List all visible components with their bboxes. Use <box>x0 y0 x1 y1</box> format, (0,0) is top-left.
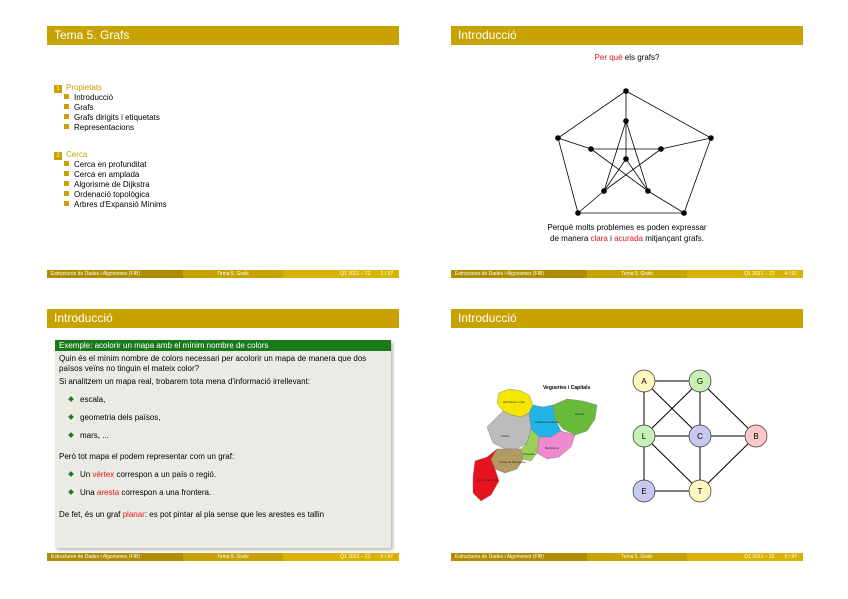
graph-node-e <box>633 480 655 502</box>
slide-footer <box>47 553 399 561</box>
footer-right <box>687 553 803 561</box>
toc-item: Representacions <box>64 123 134 133</box>
list-item: geometria dels països, <box>69 413 161 423</box>
bullet-diamond-icon <box>68 471 74 477</box>
footer-course: Estructures de Dades i Algorismes (FIB) <box>47 270 183 278</box>
footer-topic: Tema 5. Grafs <box>183 270 283 278</box>
graph-node <box>681 210 687 216</box>
footer-right <box>283 270 399 278</box>
svg-text:Girona: Girona <box>575 412 585 416</box>
svg-text:A: A <box>641 377 647 386</box>
graph-node <box>623 88 629 94</box>
footer-course: Estructures de Dades i Algorismes (FIB) <box>47 553 183 561</box>
question-text: Per què els grafs? <box>594 53 660 62</box>
footer-topic: Tema 5. Grafs <box>183 553 283 561</box>
bullet-diamond-icon <box>68 396 74 402</box>
graph-node <box>588 146 594 152</box>
footer-term: Q1 2021 – 22 <box>744 271 775 277</box>
list-item: escala, <box>69 395 105 405</box>
slide-2 <box>451 26 803 278</box>
bullet-square-icon <box>64 201 69 206</box>
graph-node <box>601 188 607 194</box>
slide-3 <box>47 309 399 561</box>
footer-right <box>687 270 803 278</box>
slide-4 <box>451 309 803 561</box>
slide-title: Introducció <box>451 26 803 45</box>
bullet-square-icon <box>64 114 69 119</box>
graph-node <box>658 146 664 152</box>
svg-text:Lleida: Lleida <box>501 434 510 438</box>
bullet-square-icon <box>64 171 69 176</box>
graph-node <box>623 118 629 124</box>
footer-course: Estructures de Dades i Algorismes (FIB) <box>451 553 587 561</box>
footer-topic: Tema 5. Grafs <box>587 553 687 561</box>
toc-item: Grafs dirigits i etiquetats <box>64 113 160 123</box>
footer-term: Q1 2021 – 22 <box>340 271 371 277</box>
bullet-diamond-icon <box>68 489 74 495</box>
section-number: 1 <box>54 85 62 93</box>
paragraph: De fet, és un graf planar: es pot pintar al pla sense que les arestes es tallin <box>59 510 325 519</box>
toc-item: Arbres d'Expansió Mínims <box>64 200 167 210</box>
footer-course: Estructures de Dades i Algorismes (FIB) <box>451 270 587 278</box>
bullet-diamond-icon <box>68 414 74 420</box>
adjacency-graph <box>451 309 803 561</box>
svg-text:Terres de l'Ebre: Terres de l'Ebre <box>477 478 498 482</box>
svg-text:T: T <box>697 487 703 496</box>
svg-text:E: E <box>641 487 647 496</box>
svg-text:B: B <box>753 432 759 441</box>
graph-node <box>623 156 629 162</box>
bullet-square-icon <box>64 124 69 129</box>
footer-term: Q1 2021 – 22 <box>744 554 775 560</box>
paragraph: Quin és el mínim nombre de colors necessari per acolorir un mapa de manera que dos països veïns no tinguin el mateix color? <box>59 354 367 373</box>
svg-text:G: G <box>696 377 704 386</box>
graph-node-l <box>633 425 655 447</box>
bullet-square-icon <box>64 161 69 166</box>
slide-footer <box>451 553 803 561</box>
graph-node <box>575 210 581 216</box>
graph-node <box>708 135 714 141</box>
footer-page: 4 / 97 <box>784 271 797 277</box>
section-2-heading <box>54 150 87 160</box>
graph-node-a <box>633 370 655 392</box>
section-1-heading <box>54 83 102 93</box>
footer-page: 5 / 97 <box>380 554 393 560</box>
bullet-square-icon <box>64 181 69 186</box>
svg-text:Penedès: Penedès <box>523 452 535 456</box>
paragraph: Si analitzem un mapa real, trobarem tota mena d'informació irrellevant: <box>59 377 310 386</box>
toc-item: Ordenació topològica <box>64 190 150 200</box>
section-title: Cerca <box>66 150 88 159</box>
footer-topic: Tema 5. Grafs <box>587 270 687 278</box>
bullet-square-icon <box>64 104 69 109</box>
list-item: mars, ... <box>69 431 109 441</box>
section-title: Propietats <box>66 83 103 92</box>
slide-title: Introducció <box>47 309 399 328</box>
list-item: Un vèrtex correspon a un país o regió. <box>69 470 216 480</box>
slide-1 <box>47 26 399 278</box>
toc-item: Algorisme de Dijkstra <box>64 180 150 190</box>
footer-term: Q1 2021 – 22 <box>340 554 371 560</box>
svg-text:Camp de Tarragona: Camp de Tarragona <box>499 460 526 464</box>
graph-node <box>555 135 561 141</box>
explanation-text: Perquè molts problemes es poden expressar de manera clara i acurada mitjançant grafs. <box>547 223 707 243</box>
svg-text:L: L <box>641 432 647 441</box>
example-block <box>55 340 391 548</box>
toc-item: Grafs <box>64 103 94 113</box>
svg-text:Catalunya central: Catalunya central <box>535 420 559 424</box>
toc-item: Introducció <box>64 93 113 103</box>
section-number: 2 <box>54 152 62 160</box>
svg-text:C: C <box>697 432 703 441</box>
toc-item: Cerca en profunditat <box>64 160 147 170</box>
bullet-square-icon <box>64 94 69 99</box>
bullet-square-icon <box>64 191 69 196</box>
slide-footer <box>451 270 803 278</box>
svg-text:Alt Pirineu i Aran: Alt Pirineu i Aran <box>503 400 526 404</box>
example-block-title: Exemple: acolorir un mapa amb el mínim nombre de colors <box>55 340 391 351</box>
slide-title: Tema 5. Grafs <box>47 26 399 45</box>
graph-node-g <box>689 370 711 392</box>
svg-text:Barcelona: Barcelona <box>545 446 559 450</box>
graph-node-c <box>689 425 711 447</box>
toc-item: Cerca en amplada <box>64 170 139 180</box>
footer-page: 2 / 97 <box>380 271 393 277</box>
slide-title: Introducció <box>451 309 803 328</box>
footer-page: 6 / 97 <box>784 554 797 560</box>
graph-node-t <box>689 480 711 502</box>
footer-right <box>283 553 399 561</box>
svg-text:Vegueries i Capitals: Vegueries i Capitals <box>543 385 591 391</box>
graph-node-b <box>745 425 767 447</box>
list-item: Una aresta correspon a una frontera. <box>69 488 211 498</box>
graph-node <box>645 188 651 194</box>
bullet-diamond-icon <box>68 432 74 438</box>
paragraph: Però tot mapa el podem representar com un graf: <box>59 452 235 461</box>
slide-footer <box>47 270 399 278</box>
